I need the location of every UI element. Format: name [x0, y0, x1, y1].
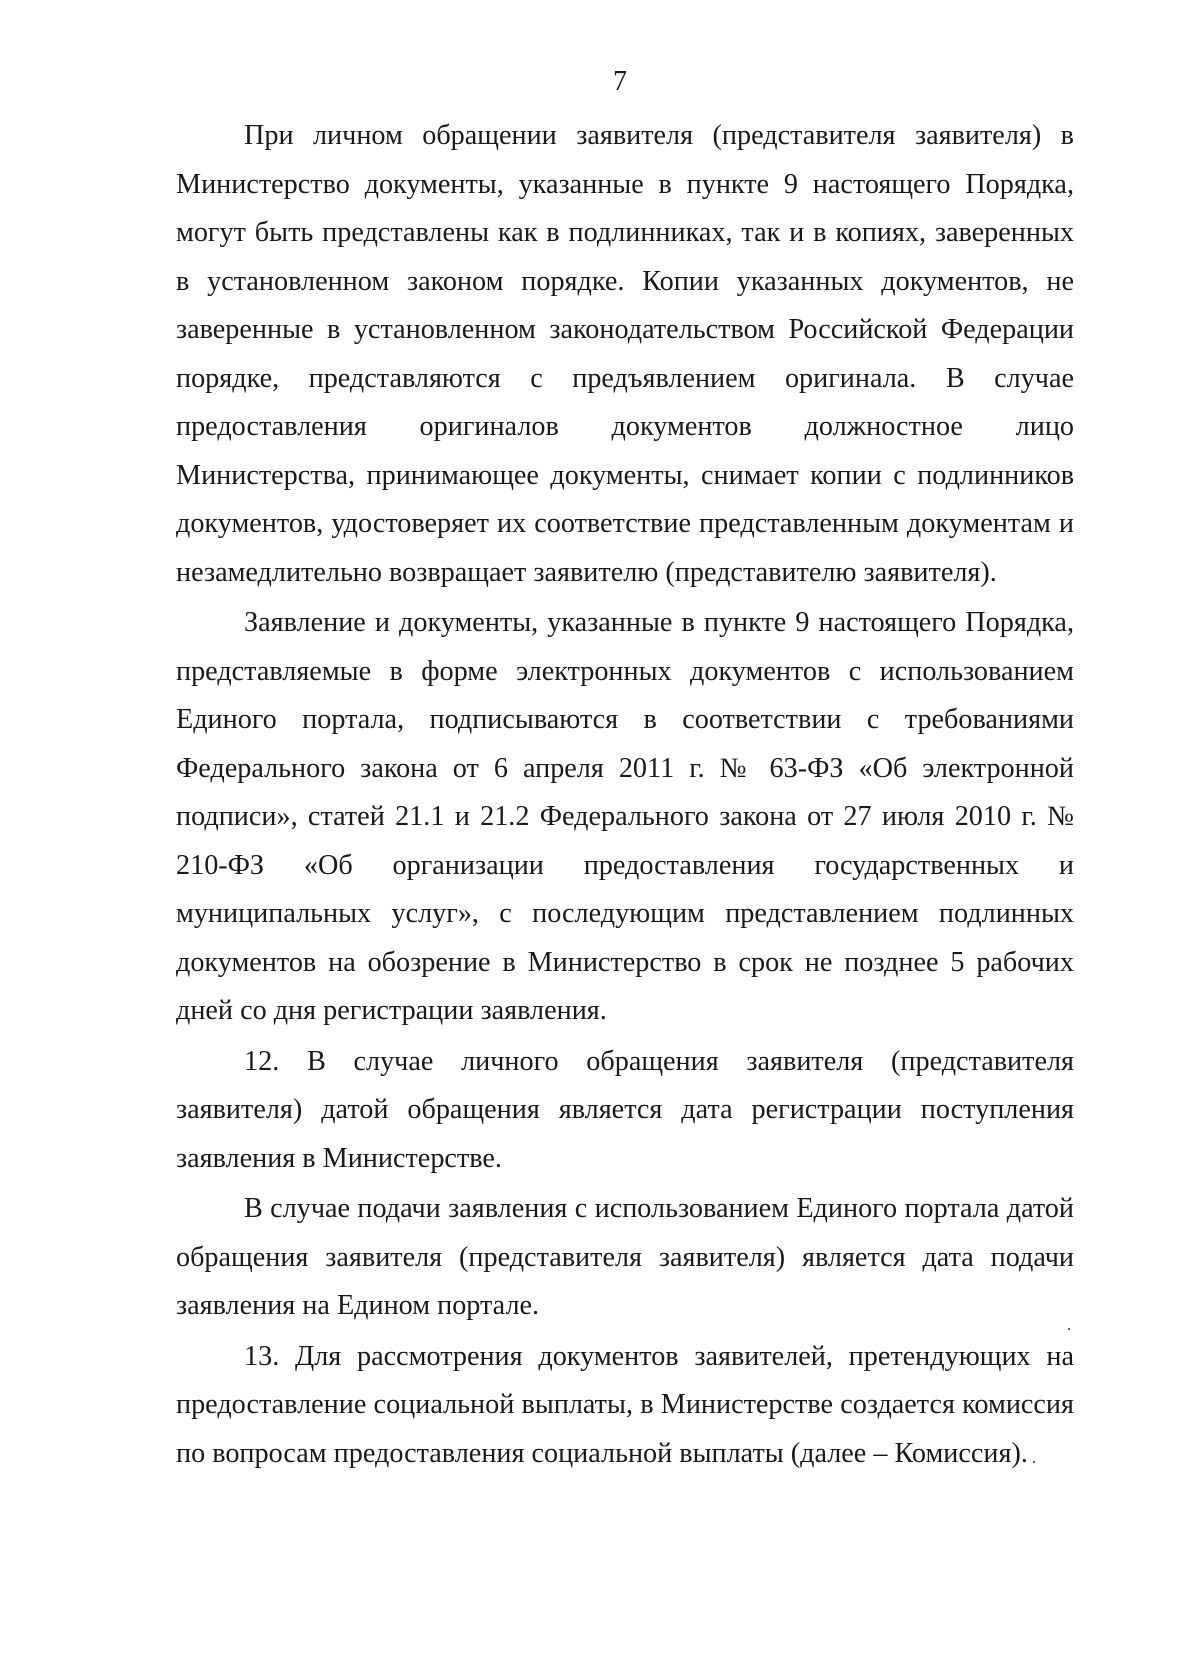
page-number: 7: [613, 66, 627, 97]
scan-speck: [1033, 1461, 1035, 1463]
paragraph-personal-submission: При личном обращении заявителя (представителя заявителя) в Министерство документы, указанные в пункте 9 настоящего Порядка, могут быть представлены как в подлинниках, так и в копиях, заверенных в установленном законом порядке. Копии указанных документов, не заверенные в установленном законодательством Российской Федерации порядке, представляются с предъявлением оригинала. В случае предоставления оригиналов документов должностное лицо Министерства, принимающее документы, снимает копии с подлинников документов, удостоверяет их соответствие представленным документам и незамедлительно возвращает заявителю (представителю заявителя).: [176, 120, 1074, 588]
scan-speck: [1068, 1328, 1070, 1330]
paragraph-portal-submission-date: В случае подачи заявления с использованием Единого портала датой обращения заявителя (представителя заявителя) является дата подачи заявления на Едином портале.: [176, 1193, 1074, 1321]
paragraph-item-13: 13. Для рассмотрения документов заявителей, претендующих на предоставление социальной выплаты, в Министерстве создается комиссия по вопросам предоставления социальной выплаты (далее – Комиссия).: [176, 1340, 1074, 1469]
document-body: [176, 112, 1074, 1478]
paragraph-electronic-documents: Заявление и документы, указанные в пункте 9 настоящего Порядка, представляемые в форме электронных документов с использованием Единого портала, подписываются в соответствии с требованиями Федерального закона от 6 апреля 2011 г. № 63-ФЗ «Об электронной подписи», статей 21.1 и 21.2 Федерального закона от 27 июля 2010 г. № 210-ФЗ «Об организации предоставления государственных и муниципальных услуг», с последующим представлением подлинных документов на обозрение в Министерство в срок не позднее 5 рабочих дней со дня регистрации заявления.: [176, 607, 1074, 1026]
paragraph-item-12: 12. В случае личного обращения заявителя (представителя заявителя) датой обращения является дата регистрации поступления заявления в Министерстве.: [176, 1045, 1074, 1174]
